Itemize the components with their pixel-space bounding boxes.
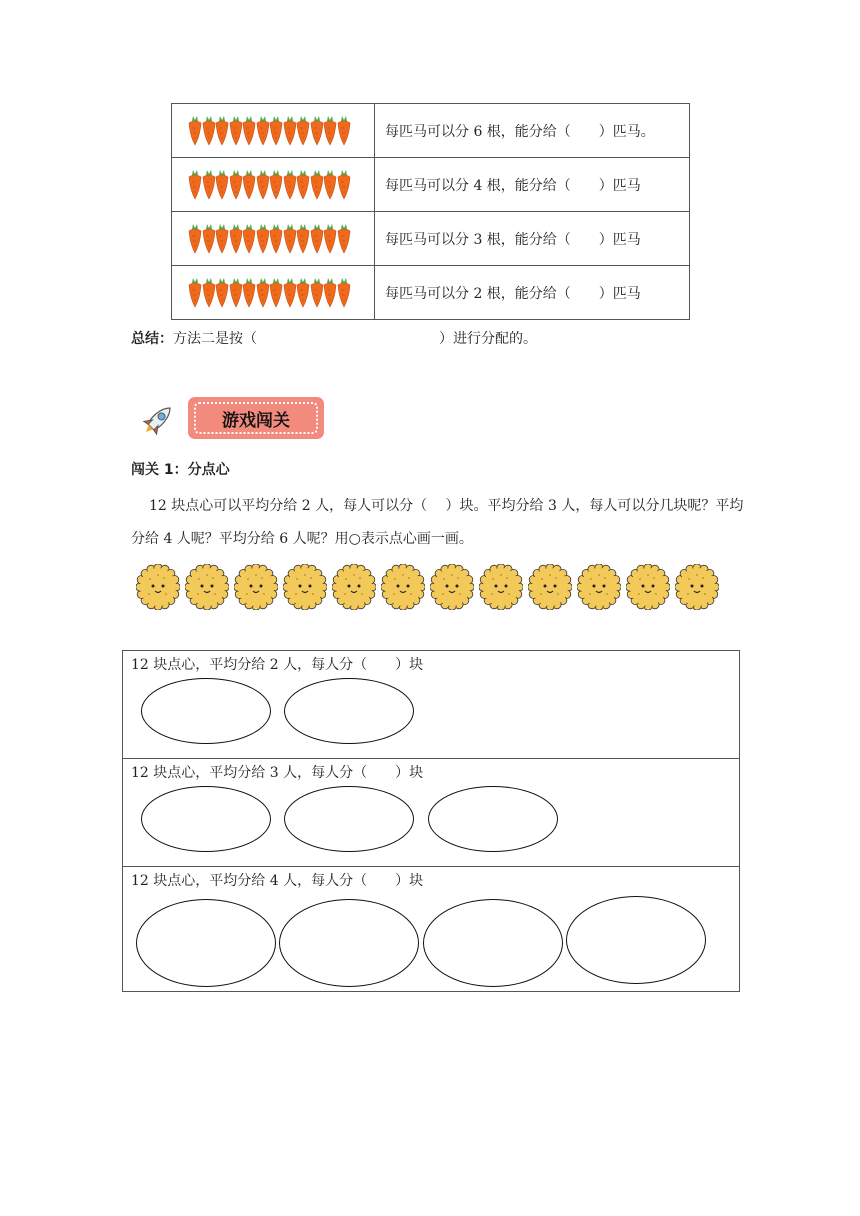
carrot-icon [283, 224, 297, 254]
oval-row [123, 651, 739, 759]
cookie-icon [479, 564, 523, 610]
cookie-icon [136, 564, 180, 610]
cookie-icon [381, 564, 425, 610]
answer-oval[interactable] [423, 899, 563, 987]
oval-row [123, 867, 739, 991]
question-cell: 每匹马可以分 6 根，能分给（ ）匹马。 [375, 104, 690, 158]
cookie-icon [283, 564, 327, 610]
table-row [172, 266, 690, 320]
carrot-icon [256, 170, 270, 200]
carrot-icon [310, 224, 324, 254]
cookie-icon [675, 564, 719, 610]
carrot-icon [215, 170, 229, 200]
carrot-icon [296, 170, 310, 200]
carrot-icon [229, 116, 243, 146]
carrot-icon [337, 224, 351, 254]
carrot-icon [229, 278, 243, 308]
answer-oval[interactable] [566, 896, 706, 984]
cookie-icon [430, 564, 474, 610]
carrot-icon [188, 278, 202, 308]
carrot-icon [283, 116, 297, 146]
question-cell: 每匹马可以分 4 根，能分给（ ）匹马 [375, 158, 690, 212]
row-label: 12 块点心，平均分给 4 人，每人分（ ）块 [131, 873, 424, 889]
carrot-icon [310, 278, 324, 308]
cookie-row [136, 564, 719, 610]
cookie-icon [234, 564, 278, 610]
table-row [172, 212, 690, 266]
row-label: 12 块点心，平均分给 3 人，每人分（ ）块 [131, 765, 424, 781]
row-label: 12 块点心，平均分给 2 人，每人分（ ）块 [131, 657, 424, 673]
carrot-icon [296, 278, 310, 308]
carrot-icon [188, 170, 202, 200]
carrot-icon [337, 116, 351, 146]
carrot-cell [172, 158, 375, 212]
carrot-group [172, 224, 374, 254]
carrot-icon [256, 224, 270, 254]
answer-oval[interactable] [141, 678, 271, 744]
game-banner [188, 397, 324, 439]
carrot-icon [283, 170, 297, 200]
cookie-icon [626, 564, 670, 610]
carrot-cell [172, 212, 375, 266]
carrot-icon [256, 116, 270, 146]
rocket-icon [138, 400, 178, 444]
carrot-icon [215, 278, 229, 308]
carrot-icon [202, 224, 216, 254]
carrot-icon [215, 116, 229, 146]
answer-oval[interactable] [284, 678, 414, 744]
carrot-icon [269, 224, 283, 254]
carrot-icon [323, 170, 337, 200]
question-cell: 每匹马可以分 3 根，能分给（ ）匹马 [375, 212, 690, 266]
cookie-icon [528, 564, 572, 610]
carrot-icon [242, 224, 256, 254]
level-title: 闯关 1：分点心 [131, 462, 230, 478]
carrot-icon [337, 278, 351, 308]
carrot-group [172, 170, 374, 200]
carrot-icon [269, 278, 283, 308]
oval-row [123, 759, 739, 867]
question-cell: 每匹马可以分 2 根，能分给（ ）匹马 [375, 266, 690, 320]
carrot-icon [323, 116, 337, 146]
carrot-icon [242, 278, 256, 308]
answer-oval[interactable] [141, 786, 271, 852]
carrot-icon [310, 170, 324, 200]
level-paragraph: 12 块点心可以平均分给 2 人，每人可以分（ ）块。平均分给 3 人，每人可以分几块呢？平均分给 4 人呢？平均分给 6 人呢？用○表示点心画一画。 [131, 498, 744, 547]
carrot-icon [188, 116, 202, 146]
carrot-icon [202, 278, 216, 308]
answer-oval[interactable] [279, 899, 419, 987]
carrot-icon [229, 224, 243, 254]
carrot-group [172, 278, 374, 308]
carrot-icon [202, 116, 216, 146]
cookie-icon [185, 564, 229, 610]
carrot-icon [202, 170, 216, 200]
carrot-icon [269, 116, 283, 146]
carrot-icon [283, 278, 297, 308]
table-row [172, 104, 690, 158]
carrot-icon [256, 278, 270, 308]
carrot-cell [172, 266, 375, 320]
carrot-icon [296, 224, 310, 254]
answer-oval[interactable] [284, 786, 414, 852]
carrot-icon [269, 170, 283, 200]
answer-oval[interactable] [428, 786, 558, 852]
summary-label: 总结： [131, 331, 173, 347]
carrot-icon [310, 116, 324, 146]
summary-text: 方法二是按（ ）进行分配的。 [173, 331, 537, 347]
answer-oval[interactable] [136, 899, 276, 987]
carrot-table [171, 103, 690, 320]
carrot-icon [229, 170, 243, 200]
carrot-icon [242, 116, 256, 146]
table-row [172, 158, 690, 212]
cookie-icon [577, 564, 621, 610]
carrot-icon [242, 170, 256, 200]
carrot-icon [323, 278, 337, 308]
banner-title: 游戏闯关 [194, 402, 318, 434]
carrot-group [172, 116, 374, 146]
carrot-icon [296, 116, 310, 146]
carrot-icon [215, 224, 229, 254]
carrot-cell [172, 104, 375, 158]
carrot-icon [337, 170, 351, 200]
carrot-icon [323, 224, 337, 254]
summary-line [131, 328, 537, 348]
carrot-icon [188, 224, 202, 254]
oval-table [122, 650, 740, 992]
cookie-icon [332, 564, 376, 610]
